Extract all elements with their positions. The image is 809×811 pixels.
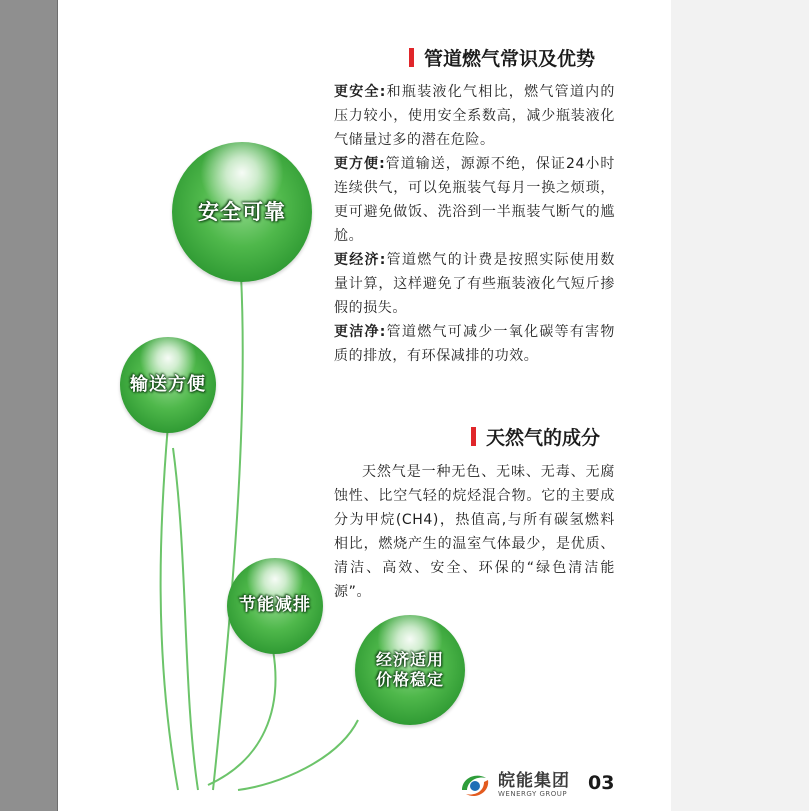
advantage-item xyxy=(334,80,615,152)
advantage-label: 更经济: xyxy=(334,252,386,268)
advantage-text: 和瓶装液化气相比，燃气管道内的压力较小，使用安全系数高，减少瓶装液化气储量过多的潜在危险。 xyxy=(334,84,615,148)
balloon-label: 安全可靠 xyxy=(198,198,286,224)
balloon-label: 节能减排 xyxy=(239,595,311,616)
advantages-text xyxy=(334,80,615,368)
advantage-item xyxy=(334,320,615,368)
section-title-text: 天然气的成分 xyxy=(486,427,601,449)
advantage-text: 管道燃气的计费是按照实际使用数量计算，这样避免了有些瓶装液化气短斤掺假的损失。 xyxy=(334,252,615,316)
page-number: 03 xyxy=(588,772,615,794)
section-title-text: 管道燃气常识及优势 xyxy=(424,48,596,70)
document-page xyxy=(57,0,672,811)
balloon-convenient-transport xyxy=(120,337,216,433)
balloon-energy-saving xyxy=(227,558,323,654)
advantage-label: 更安全: xyxy=(334,84,386,100)
brand-text xyxy=(498,772,570,799)
wenergy-logo-icon xyxy=(458,770,492,800)
balloon-label: 输送方便 xyxy=(130,373,206,395)
advantage-text: 管道燃气可减少一氧化碳等有害物质的排放，有环保减排的功效。 xyxy=(334,324,615,364)
advantage-item xyxy=(334,152,615,248)
advantage-text: 管道输送，源源不绝，保证24小时连续供气，可以免瓶装气每月一换之烦琐，更可避免做饭、洗浴到一半瓶装气断气的尴尬。 xyxy=(334,156,615,244)
advantage-item xyxy=(334,248,615,320)
balloon-safe-reliable xyxy=(172,142,312,282)
composition-text xyxy=(334,460,615,604)
advantage-label: 更洁净: xyxy=(334,324,386,340)
composition-paragraph: 天然气是一种无色、无味、无毒、无腐蚀性、比空气轻的烷烃混合物。它的主要成分为甲烷(CH4)，热值高,与所有碳氢燃料相比，燃烧产生的温室气体最少，是优质、清洁、高效、安全、环保的“绿色清洁能源”。 xyxy=(334,464,615,600)
viewer-background-right xyxy=(671,0,809,811)
balloon-economical-stable xyxy=(355,615,465,725)
brand-name-en: WENERGY GROUP xyxy=(498,789,568,798)
balloon-label: 经济适用 价格稳定 xyxy=(375,650,444,689)
section-title-composition xyxy=(471,423,600,450)
title-marker xyxy=(471,427,476,446)
title-marker xyxy=(409,48,414,67)
advantage-label: 更方便: xyxy=(334,156,386,172)
section-title-advantages xyxy=(409,44,595,71)
brand-footer xyxy=(458,770,570,800)
brand-name-cn: 皖能集团 xyxy=(498,770,570,791)
